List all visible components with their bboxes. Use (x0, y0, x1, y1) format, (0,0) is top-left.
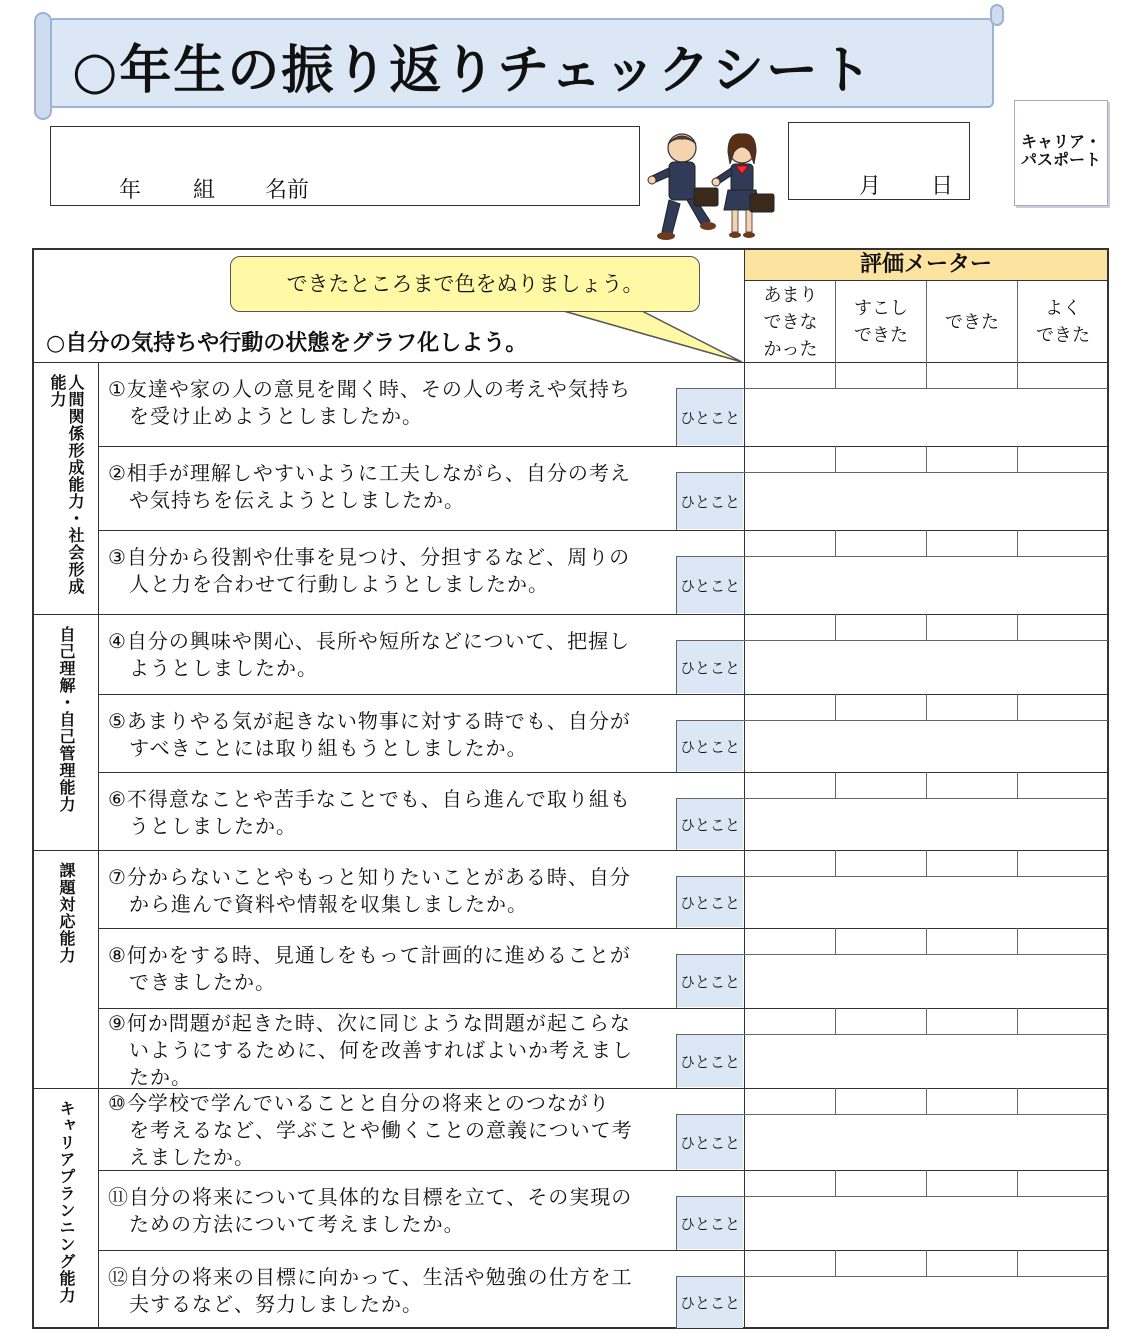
comment-field[interactable] (746, 1035, 1106, 1087)
comment-field[interactable] (746, 955, 1106, 1007)
rating-cell[interactable] (836, 851, 924, 875)
rating-cell[interactable] (746, 773, 834, 797)
comment-label: ひとこと (677, 1115, 743, 1169)
rating-cell[interactable] (927, 1089, 1015, 1113)
scroll-curl-right (990, 4, 1004, 26)
rating-cell[interactable] (836, 1089, 924, 1113)
question-line: ⑫自分の将来の目標に向かって、生活や勉強の仕方を工 (108, 1265, 633, 1289)
comment-field[interactable] (746, 473, 1106, 529)
rating-cell[interactable] (927, 531, 1015, 555)
meter-title: 評価メーター (745, 250, 1107, 280)
meter-col-line (1017, 281, 1018, 362)
rating-cell[interactable] (927, 1251, 1015, 1275)
rating-cell[interactable] (1018, 1171, 1106, 1195)
title-banner (34, 12, 1004, 108)
meter-col-4 (1018, 282, 1108, 362)
rating-cell[interactable] (1018, 363, 1106, 387)
question-line: ⑩今学校で学んでいることと自分の将来とのつながり (108, 1091, 610, 1115)
comment-label: ひとこと (677, 721, 743, 771)
category-label-text: 課題対応能力 (57, 862, 76, 964)
rating-cell[interactable] (1018, 695, 1106, 719)
category-label-text: 自己理解・自己管理能力 (57, 626, 76, 813)
comment-field[interactable] (746, 641, 1106, 693)
comment-label: ひとこと (677, 473, 743, 529)
question-line: すべきことには取り組もうとしましたか。 (108, 736, 528, 760)
rating-cell[interactable] (836, 1251, 924, 1275)
question-line: ⑧何かをする時、見通しをもって計画的に進めることが (108, 943, 631, 967)
meter-col-3 (927, 282, 1017, 362)
category-label (34, 374, 98, 606)
question-line: うとしましたか。 (108, 814, 297, 838)
rating-cell[interactable] (927, 615, 1015, 639)
rating-cell[interactable] (927, 1009, 1015, 1033)
date-field[interactable] (788, 122, 970, 200)
rating-cell[interactable] (1018, 447, 1106, 471)
question-text (108, 376, 670, 430)
rating-cell[interactable] (836, 929, 924, 953)
category-divider (98, 362, 99, 1329)
question-line: から進んで資料や情報を収集しましたか。 (108, 892, 528, 916)
question-line: いようにするために、何を改善すればよいか考えまし (108, 1038, 633, 1062)
question-line: たか。 (108, 1065, 192, 1089)
question-text (108, 1184, 670, 1238)
meter-col-line (835, 281, 836, 362)
class-label: 組 (193, 178, 216, 203)
question-line: を考えるなど、学ぶことや働くことの意義について考 (108, 1118, 633, 1142)
meter-col-1-line-1: あまり (763, 284, 818, 306)
day-label: 日 (931, 174, 954, 199)
students-illustration (642, 128, 782, 246)
month-label: 月 (859, 174, 882, 199)
comment-field[interactable] (746, 721, 1106, 771)
rating-cell[interactable] (746, 929, 834, 953)
rating-cell[interactable] (836, 363, 924, 387)
page-title: ○年生の振り返りチェックシート (72, 41, 874, 101)
meter-col-4-line-1: よく (1045, 298, 1081, 319)
meter-divider (744, 248, 745, 1329)
question-line: 人と力を合わせて行動しようとしましたか。 (108, 572, 549, 596)
question-line: ための方法について考えましたか。 (108, 1212, 465, 1236)
rating-cell[interactable] (746, 1171, 834, 1195)
comment-label: ひとこと (677, 1035, 743, 1087)
comment-label: ひとこと (677, 877, 743, 927)
badge-line-1: キャリア・ (1020, 132, 1101, 151)
question-line: ②相手が理解しやすいように工夫しながら、自分の考え (108, 461, 631, 485)
rating-cell[interactable] (746, 1089, 834, 1113)
rating-cell[interactable] (836, 615, 924, 639)
question-line: 夫するなど、努力しましたか。 (108, 1292, 423, 1316)
rating-cell[interactable] (746, 695, 834, 719)
rating-cell[interactable] (836, 773, 924, 797)
category-label (34, 1100, 98, 1321)
meter-col-4-line-2: できた (1036, 325, 1090, 346)
question-line: ①友達や家の人の意見を聞く時、その人の考えや気持ち (108, 377, 631, 401)
question-line: を受け止めようとしましたか。 (108, 404, 423, 428)
rating-cell[interactable] (746, 447, 834, 471)
question-text (108, 864, 670, 918)
rating-cell[interactable] (927, 929, 1015, 953)
rating-cell[interactable] (1018, 773, 1106, 797)
meter-col-1 (746, 282, 835, 362)
rating-cell[interactable] (1018, 1009, 1106, 1033)
question-text (108, 1264, 670, 1318)
category-label (34, 862, 98, 1080)
comment-field[interactable] (746, 799, 1106, 849)
badge-line-2: パスポート (1020, 150, 1101, 169)
meter-col-line (926, 281, 927, 362)
rating-cell[interactable] (746, 851, 834, 875)
meter-col-1-line-3: かった (763, 338, 818, 360)
rating-cell[interactable] (836, 1009, 924, 1033)
comment-label: ひとこと (677, 1277, 743, 1328)
question-line: ③自分から役割や仕事を見つけ、分担するなど、周りの (108, 545, 631, 569)
question-line: えましたか。 (108, 1145, 255, 1169)
comment-field[interactable] (746, 389, 1106, 445)
comment-label: ひとこと (677, 955, 743, 1007)
career-passport-badge (1014, 100, 1108, 206)
scroll-curl-left (34, 12, 52, 120)
name-label: 名前 (265, 178, 310, 203)
year-label: 年 (119, 178, 142, 203)
question-text (108, 628, 670, 682)
question-line: ④自分の興味や関心、長所や短所などについて、把握し (108, 629, 631, 653)
rating-cell[interactable] (746, 531, 834, 555)
rating-cell[interactable] (1018, 1089, 1106, 1113)
question-line: ようとしましたか。 (108, 656, 318, 680)
rating-cell[interactable] (1018, 531, 1106, 555)
rating-cell[interactable] (746, 363, 834, 387)
category-label-text: 人間関係形成能力・社会形成能力 (48, 374, 85, 595)
comment-label: ひとこと (677, 389, 743, 445)
meter-col-3-line-1: できた (945, 311, 999, 333)
question-text (108, 1090, 670, 1171)
question-text (108, 708, 670, 762)
category-rule (32, 614, 99, 615)
question-line: ⑥不得意なことや苦手なことでも、自ら進んで取り組も (108, 787, 631, 811)
rating-cell[interactable] (746, 615, 834, 639)
meter-col-1-line-2: できな (763, 311, 818, 333)
name-field[interactable] (50, 126, 640, 206)
comment-label: ひとこと (677, 641, 743, 693)
meter-col-2-line-1: すこし (854, 298, 908, 319)
rating-cell[interactable] (836, 695, 924, 719)
question-text (108, 942, 670, 996)
rating-cell[interactable] (1018, 851, 1106, 875)
category-rule (32, 850, 99, 851)
rating-cell[interactable] (927, 1171, 1015, 1195)
rating-cell[interactable] (1018, 615, 1106, 639)
meter-col-2 (836, 282, 926, 362)
section-intro: ○自分の気持ちや行動の状態をグラフ化しよう。 (46, 331, 528, 356)
rating-cell[interactable] (1018, 929, 1106, 953)
meter-col-2-line-2: できた (854, 325, 908, 346)
category-label (34, 626, 98, 842)
question-text (108, 786, 670, 840)
comment-field[interactable] (746, 877, 1106, 927)
question-text (108, 1010, 670, 1091)
comment-label: ひとこと (677, 799, 743, 849)
comment-label: ひとこと (677, 1197, 743, 1249)
rating-cell[interactable] (1018, 1251, 1106, 1275)
comment-field[interactable] (746, 1197, 1106, 1249)
rating-cell[interactable] (746, 1251, 834, 1275)
rating-cell[interactable] (927, 773, 1015, 797)
category-label-text: キャリアプランニング能力 (57, 1100, 76, 1304)
rating-cell[interactable] (836, 447, 924, 471)
question-line: できましたか。 (108, 970, 276, 994)
question-line: ⑨何か問題が起きた時、次に同じような問題が起こらな (108, 1011, 631, 1035)
category-rule (32, 1088, 99, 1089)
comment-label: ひとこと (677, 557, 743, 613)
rating-cell[interactable] (927, 363, 1015, 387)
comment-field[interactable] (746, 1115, 1106, 1169)
rating-cell[interactable] (927, 851, 1015, 875)
comment-field[interactable] (746, 1277, 1106, 1328)
rating-cell[interactable] (746, 1009, 834, 1033)
question-line: ⑤あまりやる気が起きない物事に対する時でも、自分が (108, 709, 631, 733)
instruction-callout: できたところまで色をぬりましょう。 (230, 256, 700, 312)
question-line: ⑪自分の将来について具体的な目標を立て、その実現の (108, 1185, 633, 1209)
rating-cell[interactable] (927, 695, 1015, 719)
rating-cell[interactable] (836, 1171, 924, 1195)
question-text (108, 460, 670, 514)
question-text (108, 544, 670, 598)
rating-cell[interactable] (836, 531, 924, 555)
comment-field[interactable] (746, 557, 1106, 613)
question-line: ⑦分からないことやもっと知りたいことがある時、自分 (108, 865, 631, 889)
question-line: や気持ちを伝えようとしましたか。 (108, 488, 465, 512)
rating-cell[interactable] (927, 447, 1015, 471)
